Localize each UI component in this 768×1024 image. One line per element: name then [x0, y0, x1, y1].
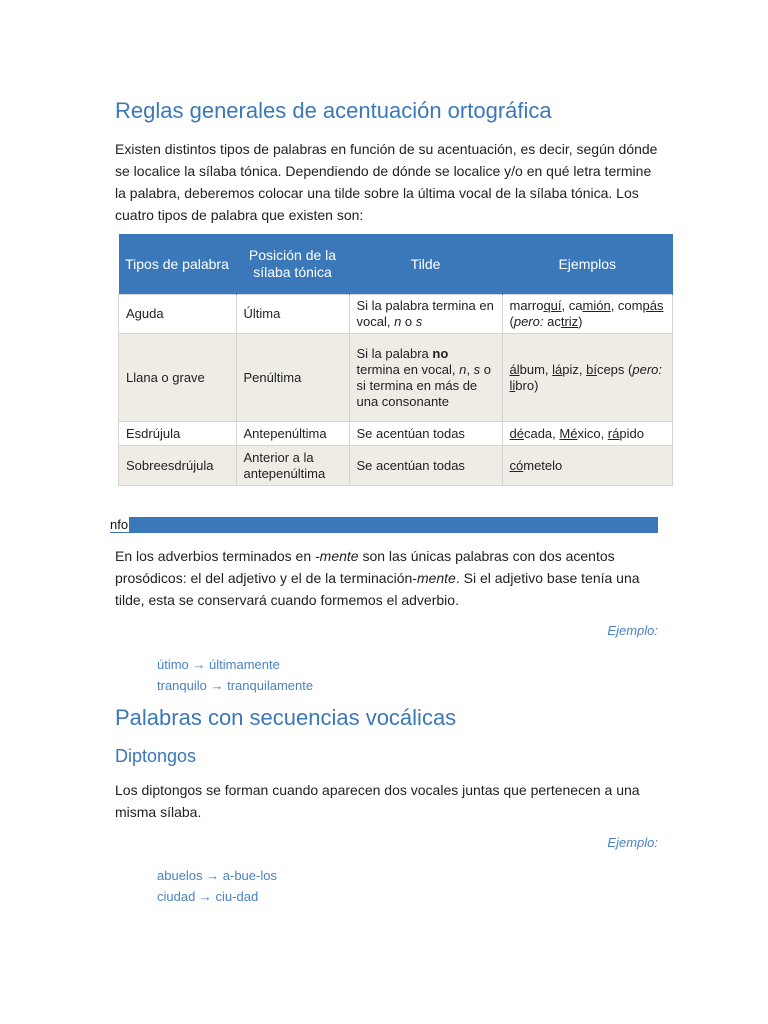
col-header-tipos: Tipos de palabra	[119, 234, 237, 295]
col-header-tilde: Tilde	[349, 234, 502, 295]
table-row	[119, 334, 673, 422]
table-row	[119, 422, 673, 446]
cell-ejemplos: cómetelo	[502, 446, 673, 486]
cell-ejemplos: década, México, rápido	[502, 422, 673, 446]
cell-ejemplos: álbum, lápiz, bíceps (pero: libro)	[502, 334, 673, 422]
page-title: Reglas generales de acentuación ortográfica	[115, 98, 552, 123]
col-header-posicion: Posición de la sílaba tónica	[236, 234, 349, 295]
cell-posicion: Penúltima	[236, 334, 349, 422]
example-item: tranquilo → tranquilamente	[157, 678, 314, 693]
section-subtitle: Diptongos	[115, 746, 197, 766]
intro-paragraph: Existen distintos tipos de palabras en función de su acentuación, es decir, según dónde se localice la sílaba tónica. Dependiendo de dónde se localice y/o en qué letra termine la palabra, deberemos colocar una tilde sobre la última vocal de la sílaba tónica. Los cuatro tipos de palabra que existen son:	[115, 141, 658, 223]
info-banner	[110, 517, 658, 533]
cell-tilde: Se acentúan todas	[349, 422, 502, 446]
example-item: ciudad → ciu-dad	[157, 889, 259, 904]
table-header-row	[119, 234, 673, 295]
table-row	[119, 446, 673, 486]
section-title: Palabras con secuencias vocálicas	[115, 705, 457, 730]
table-row	[119, 295, 673, 334]
cell-tilde: Se acentúan todas	[349, 446, 502, 486]
info-label: nfo	[110, 517, 129, 532]
cell-tipo: Llana o grave	[119, 334, 237, 422]
cell-ejemplos: marroquí, camión, compás (pero: actriz)	[502, 295, 673, 334]
cell-tipo: Sobreesdrújula	[119, 446, 237, 486]
cell-posicion: Antepenúltima	[236, 422, 349, 446]
col-header-ejemplos: Ejemplos	[502, 234, 673, 295]
cell-posicion: Anterior a la antepenúltima	[236, 446, 349, 486]
cell-tipo: Esdrújula	[119, 422, 237, 446]
cell-tipo: Aguda	[119, 295, 237, 334]
cell-tilde: Si la palabra termina en vocal, n o s	[349, 295, 502, 334]
example-item: útimo → últimamente	[157, 657, 280, 672]
example-item: abuelos → a-bue-los	[157, 868, 277, 883]
cell-tilde: Si la palabra no termina en vocal, n, s o si termina en más de una consonante	[349, 334, 502, 422]
example-label: Ejemplo:	[607, 835, 658, 850]
cell-posicion: Última	[236, 295, 349, 334]
diptongos-paragraph: Los diptongos se forman cuando aparecen dos vocales juntas que pertenecen a una misma sílaba.	[115, 782, 640, 820]
example-label: Ejemplo:	[607, 623, 658, 638]
accent-rules-table	[118, 234, 673, 486]
info-paragraph: En los adverbios terminados en -mente son las únicas palabras con dos acentos prosódicos: el del adjetivo y el de la terminación-mente. Si el adjetivo base tenía una tilde, esta se conservará cuando formemos el adverbio.	[115, 548, 640, 608]
